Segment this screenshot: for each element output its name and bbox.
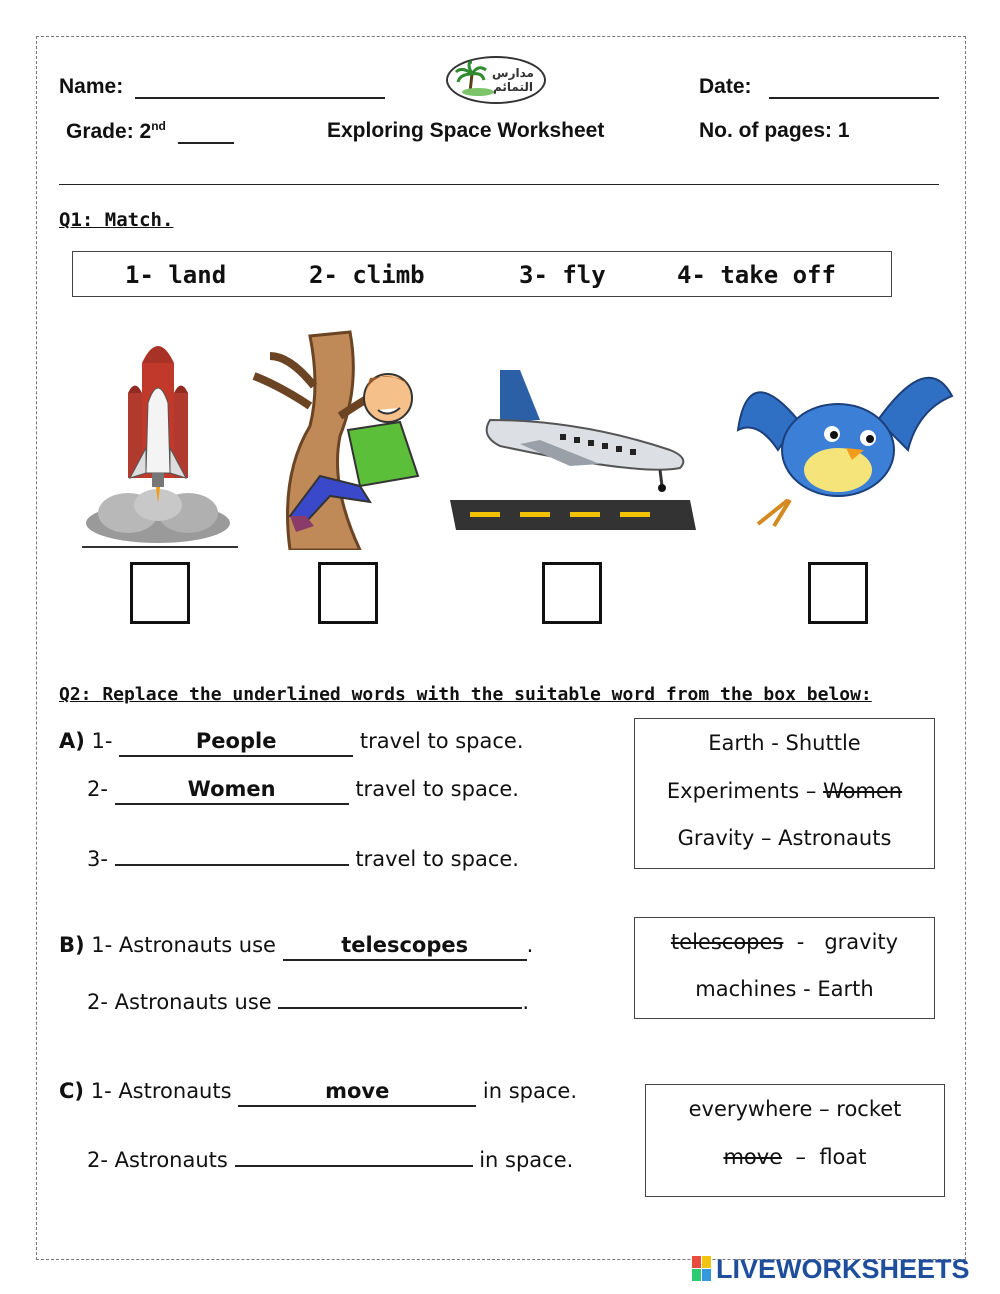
option-land: 1- land bbox=[125, 261, 227, 289]
q2c-row-2: 2- Astronauts in space. bbox=[87, 1139, 573, 1172]
date-input-line[interactable] bbox=[769, 97, 939, 99]
word-box-c: everywhere – rocket move – float bbox=[645, 1084, 945, 1197]
liveworksheets-logo-icon bbox=[692, 1256, 712, 1282]
q2a-row-1: A) 1- People travel to space. bbox=[59, 729, 524, 757]
q2c-blank-1[interactable]: move bbox=[238, 1079, 476, 1107]
rocket-launch-image bbox=[78, 333, 240, 551]
option-take-off: 4- take off bbox=[677, 261, 836, 289]
school-logo bbox=[446, 56, 546, 104]
match-options-box bbox=[72, 251, 892, 297]
q2a-row-3: 3- travel to space. bbox=[87, 838, 519, 871]
q2a-blank-3[interactable] bbox=[115, 838, 349, 866]
match-answer-box-bird[interactable] bbox=[808, 562, 868, 624]
q2c-row-1: C) 1- Astronauts move in space. bbox=[59, 1079, 577, 1107]
header-divider bbox=[59, 184, 939, 185]
date-field: Date: bbox=[699, 75, 939, 99]
worksheet-title: Exploring Space Worksheet bbox=[327, 119, 605, 142]
word-box-a: Earth - Shuttle Experiments – Women Gravity – Astronauts bbox=[634, 718, 935, 869]
name-input-line[interactable] bbox=[135, 97, 385, 99]
q2b-blank-1[interactable]: telescopes bbox=[283, 933, 527, 961]
airplane-landing-image bbox=[440, 340, 720, 550]
grade-input-line[interactable] bbox=[178, 142, 234, 144]
option-climb: 2- climb bbox=[309, 261, 425, 289]
page-count: No. of pages: 1 bbox=[699, 119, 850, 142]
match-answer-box-airplane[interactable] bbox=[542, 562, 602, 624]
q2c-blank-2[interactable] bbox=[235, 1139, 473, 1167]
q2-heading: Q2: Replace the underlined words with the suitable word from the box below: bbox=[59, 684, 872, 705]
q2a-row-2: 2- Women travel to space. bbox=[87, 777, 519, 805]
blue-bird-image bbox=[728, 360, 956, 530]
option-fly: 3- fly bbox=[519, 261, 606, 289]
q2b-blank-2[interactable] bbox=[278, 981, 522, 1009]
logo-text: مدارس التمائم bbox=[492, 66, 534, 94]
match-answer-box-boy[interactable] bbox=[318, 562, 378, 624]
q2b-row-2: 2- Astronauts use . bbox=[87, 981, 529, 1014]
q2b-row-1: B) 1- Astronauts use telescopes . bbox=[59, 933, 533, 961]
name-field: Name: bbox=[59, 75, 385, 99]
boy-climbing-image bbox=[250, 326, 434, 550]
q2a-blank-2[interactable]: Women bbox=[115, 777, 349, 805]
liveworksheets-brand: LIVEWORKSHEETS bbox=[716, 1254, 970, 1284]
q1-heading: Q1: Match. bbox=[59, 209, 174, 231]
match-answer-box-rocket[interactable] bbox=[130, 562, 190, 624]
word-box-b: telescopes - gravity machines - Earth bbox=[634, 917, 935, 1019]
grade-field: Grade: 2nd bbox=[66, 119, 234, 144]
worksheet-frame bbox=[36, 36, 966, 1260]
q2a-blank-1[interactable]: People bbox=[119, 729, 353, 757]
